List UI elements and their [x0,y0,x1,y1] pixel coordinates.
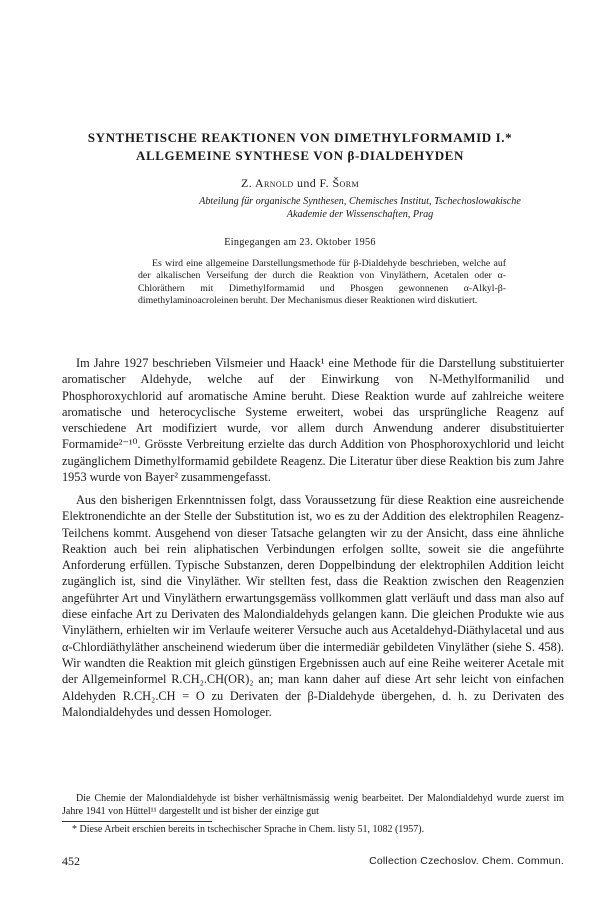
title-line-1: SYNTHETISCHE REAKTIONEN VON DIMETHYLFORMAMID I.* [87,130,513,145]
body-paragraph-small: Die Chemie der Malondialdehyde ist bisher verhältnismässig wenig bearbeitet. Der Malondialdehyd wurde zuerst im Jahre 1941 von Hüttel¹¹ dargestellt und ist bisher der einzige gut [62,793,564,817]
page-number: 452 [62,854,80,868]
received-date: Eingegangen am 23. Oktober 1956 [224,237,376,248]
journal-name: Collection Czechoslov. Chem. Commun. [369,855,564,867]
body-paragraph-1: Im Jahre 1927 beschrieben Vilsmeier und Haack¹ eine Methode für die Darstellung substituierter aromatischer Aldehyde, welche auf der Einwirkung von N-Methylformanilid und Phosphoroxychlorid auf aromatische Amine beruht. Diese Reaktion wurde auf zahlreiche weitere aromatische und heterocyclische Systeme erweitert, wobei das ursprüngliche Reagenz auf verschiedene Art modifiziert wurde, vor allem durch Anwendung anderer disubstituierter Formamide²⁻¹⁰. Grösste Verbreitung erzielte das durch Addition von Phosphoroxychlorid und leicht zugänglichem Dimethylformamid gebildete Reagenz. Die Literatur über diese Reaktion bis zum Jahre 1953 wurde von Bayer² zusammengefasst. [62,356,564,485]
title-line-2: ALLGEMEINE SYNTHESE VON β-DIALDEHYDEN [136,148,464,163]
footnote-divider [62,821,212,822]
author-arnold: Z. Arnold [241,176,294,190]
author-line [40,176,560,191]
article-title [40,129,560,165]
author-conjunction: und [296,176,317,190]
body-paragraph-2: Aus den bisherigen Erkenntnissen folgt, dass Voraussetzung für diese Reaktion eine ausreichende Elektronendichte an der Stelle der Substitution ist, wo es zu der Addition des elektrophilen Reagenz-Teilchens kommt. Ausgehend von dieser Tatsache gelangten wir zu der Ansicht, dass eine ähnliche Reaktion auch bei rein aliphatischen Verbindungen erfolgen sollte, soweit sie die angeführte Anforderung erfüllen. Typische Substanzen, deren Doppelbindung der elektrophilen Addition leicht zugänglich ist, sind die Vinyläther. Wir stellten fest, dass die Reaktion zwischen den Reagenzien angeführter Art und Vinyläthern erwartungsgemäss vollkommen glatt verläuft und dass man also auf diese einfache Art zu Derivaten des Malondialdehyds gelangen kann. Die gleichen Produkte wie aus Vinyläthern, erhielten wir im Verlaufe weiterer Versuche auch aus Acetaldehyd-Diäthylacetal und aus α-Chlordiäthyläther anscheinend wiederum über die intermediär gebildeten Vinyläther (siehe S. 458). Wir wandten die Reaktion mit gleich günstigen Ergebnissen auch auf eine Reihe weiterer Acetale mit der Allgemeinformel R.CH₂.CH(OR)₂ an; man kann daher auf diese Art sehr leicht von einfachen Aldehyden R.CH₂.CH = O zu Derivaten der β-Dialdehyde übergehen, d. h. zu Derivaten des Malondialdehydes und dessen Homologer. [62,493,564,719]
affiliation: Abteilung für organische Synthesen, Chemisches Institut, Tschechoslowakische Akademie der Wissenschaften, Prag [199,196,521,220]
footnote: * Diese Arbeit erschien bereits in tschechischer Sprache in Chem. listy 51, 1082 (1957). [72,824,425,835]
abstract: Es wird eine allgemeine Darstellungsmethode für β-Dialdehyde beschrieben, welche auf der alkalischen Verseifung der durch die Reaktion von Vinyläthern, Acetalen oder α-Chloräthern mit Dimethylformamid und Phosgen gewonnenen α-Alkyl-β-dimethylaminoacroleinen beruht. Der Mechanismus dieser Reaktionen wird diskutiert. [138,258,506,306]
author-sorm: F. Šorm [319,176,359,190]
